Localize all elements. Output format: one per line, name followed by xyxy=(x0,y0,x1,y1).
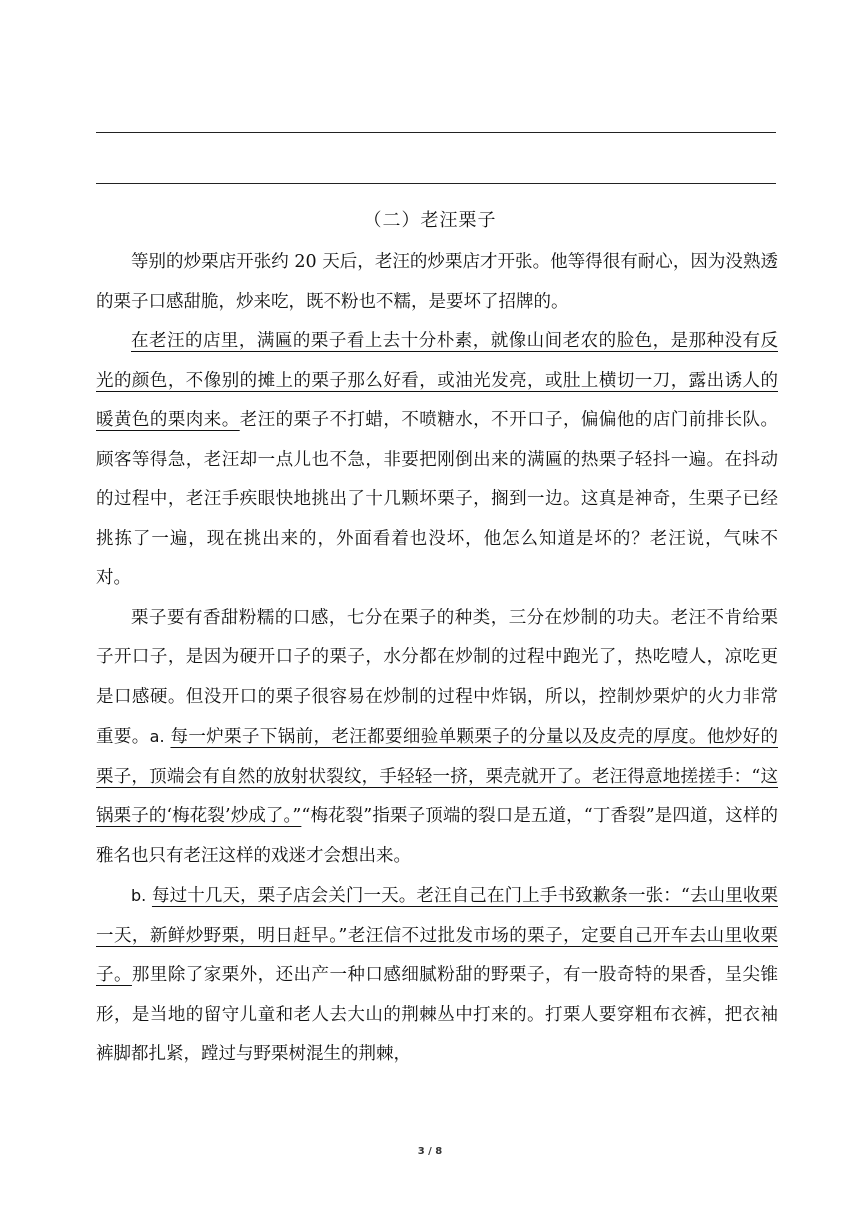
label-b: b. xyxy=(131,886,147,905)
paragraph-2 xyxy=(96,322,778,599)
answer-line-1 xyxy=(96,132,776,133)
underlined-sentence-a: 每一炉栗子下锅前，老汪都要细验单颗栗子的分量以及皮壳的厚度。他炒好的栗子，顶端会有自然的放射状裂纹，手轻轻一挤，栗壳就开了。老汪得意地搓搓手：“这锅栗子的‘梅花裂’炒成了。” xyxy=(96,727,778,826)
paragraph-3-start: 栗子要有香甜粉糯的口感，七分在栗子的种类，三分在炒制的功夫。老汪不肯给栗子开口子，是因为硬开口子的栗子，水分都在炒制的过程中跑光了，热吃噎人，凉吃更是口感硬。但没开口的栗子很容易在炒制的过程中炸锅，所以，控制炒栗炉的火力非常重要。 xyxy=(96,607,778,747)
label-a: a. xyxy=(149,727,165,746)
passage-body xyxy=(96,243,778,1075)
paragraph-4-rest: 那里除了家栗外，还出产一种口感细腻粉甜的野栗子，有一股奇特的果香，呈尖锥形，是当地的留守儿童和老人去大山的荆棘丛中打来的。打栗人要穿粗布衣裤，把衣袖裤脚都扎紧，蹚过与野栗树混生的荆棘， xyxy=(96,965,779,1064)
paragraph-3-rest: “梅花裂”指栗子顶端的裂口是五道，“丁香裂”是四道，这样的雅名也只有老汪这样的戏迷才会想出来。 xyxy=(96,806,778,866)
paragraph-1: 等别的炒栗店开张约 20 天后，老汪的炒栗店才开张。他等得很有耐心，因为没熟透的栗子口感甜脆，炒来吃，既不粉也不糯，是要坏了招牌的。 xyxy=(96,252,778,312)
section-title: （二）老汪栗子 xyxy=(363,210,497,231)
paragraph-4 xyxy=(96,876,778,1075)
underlined-sentence-b: 每过十几天，栗子店会关门一天。老汪自己在门上手书致歉条一张：“去山里收栗一天，新鲜炒野栗，明日赶早。”老汪信不过批发市场的栗子，定要自己开车去山里收栗子。 xyxy=(96,886,778,985)
answer-line-2 xyxy=(96,183,776,184)
paragraph-2-rest: 老汪的栗子不打蜡，不喷糖水，不开口子，偏偏他的店门前排长队。顾客等得急，老汪却一点儿也不急，非要把刚倒出来的满匾的热栗子轻抖一遍。在抖动的过程中，老汪手疾眼快地挑出了十几颗坏栗子，搁到一边。这真是神奇，生栗子已经挑拣了一遍，现在挑出来的，外面看着也没坏，他怎么知道是坏的？老汪说，气味不对。 xyxy=(96,410,779,588)
paragraph-3 xyxy=(96,599,778,877)
page-number: 3 / 8 xyxy=(417,1146,443,1157)
underlined-sentence-2: 在老汪的店里，满匾的栗子看上去十分朴素，就像山间老农的脸色，是那种没有反光的颜色，不像别的摊上的栗子那么好看，或油光发亮，或肚上横切一刀，露出诱人的暖黄色的栗肉来。 xyxy=(96,331,778,430)
